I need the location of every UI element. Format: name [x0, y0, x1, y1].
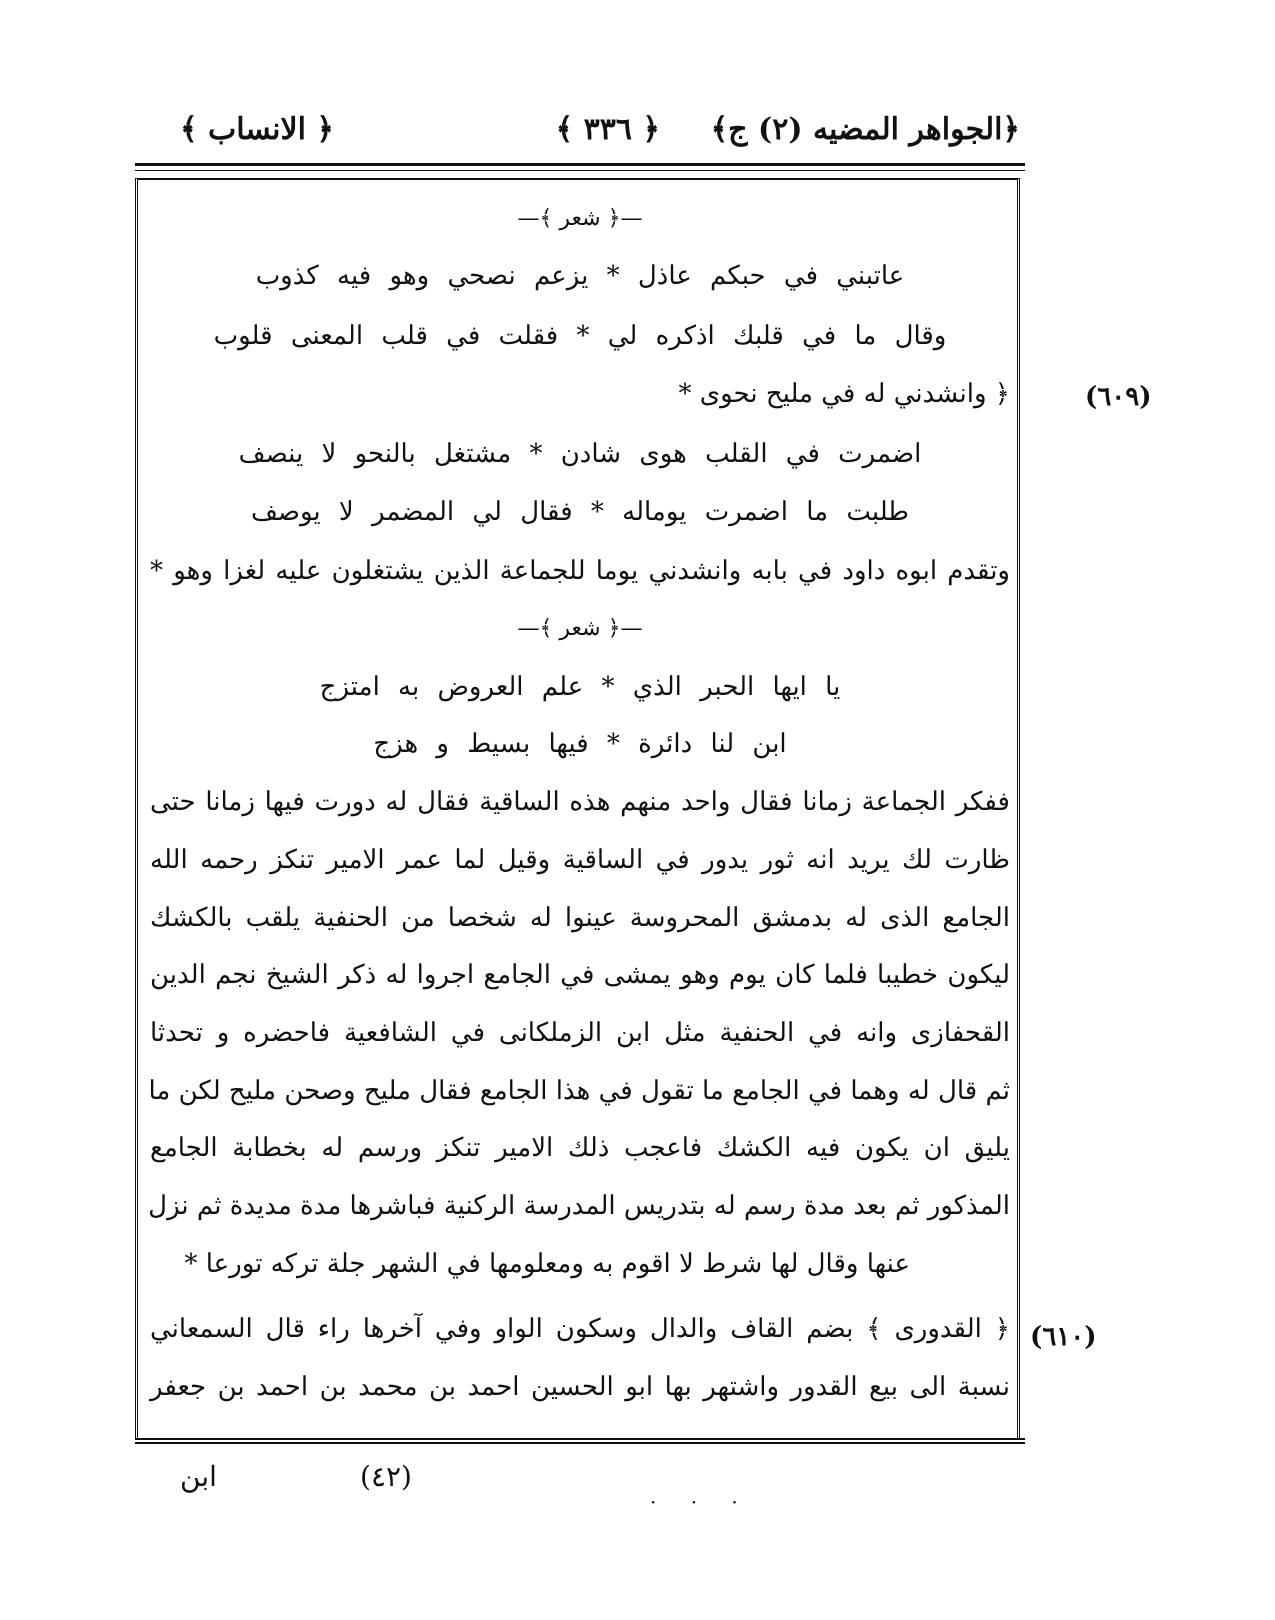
header-rule-top — [135, 163, 1025, 166]
header-page-number: ﴿ ٣٣٦ ﴾ — [555, 112, 660, 147]
poem-heading: —﴿ شعر ﴾— — [517, 616, 643, 641]
verse-line: طلبت ما اضمرت يوماله * فقال لي المضمر لا يوصف — [250, 497, 909, 527]
verse-line: يا ايها الحبر الذي * علم العروض به امتزج — [319, 672, 841, 702]
running-header — [140, 112, 1020, 162]
verse-line: وقال ما في قلبك اذكره لي * فقلت في قلب المعنى قلوب — [213, 321, 947, 351]
entry-number-610: (٦١٠) — [1030, 1322, 1097, 1352]
text-line: نسبة الى بيع القدور واشتهر بها ابو الحسين احمد بن محمد بن احمد بن جعفر — [150, 1372, 1010, 1402]
text-line: المذكور ثم بعد مدة رسم له بتدريس المدرسة الركنية فباشرها مدة مديدة ثم نزل — [148, 1191, 1010, 1221]
verse-line: اضمرت في القلب هوى شادن * مشتغل بالنحو لا ينصف — [238, 439, 922, 469]
text-line: ظارت لك يريد انه ثور يدور في الساقية وقيل لما عمر الامير تنكز رحمه الله — [150, 845, 1010, 875]
header-book-title: ﴿الجواهر المضيه (٢) ج﴾ — [710, 112, 1020, 147]
text-line: ثم قال له وهما في الجامع ما تقول في هذا الجامع فقال مليح وصحن مليح لكن ما — [148, 1076, 1010, 1106]
signature-mark: (٤٢) — [360, 1460, 412, 1493]
text-line: ففكر الجماعة زمانا فقال واحد منهم هذه الساقية فقال له دورت فيها زمانا حتى — [150, 787, 1010, 817]
scan-specks: · · · — [650, 1490, 752, 1514]
header-section-title: ﴿ الانساب ﴾ — [180, 112, 334, 147]
text-line: الجامع الذى له بدمشق المحروسة عينوا له شخصا من الحنفية يلقب بالكشك — [150, 903, 1010, 933]
verse-line: ابن لنا دائرة * فيها بسيط و هزج — [373, 729, 787, 759]
catchword: ابن — [180, 1460, 217, 1493]
poem-heading: —﴿ شعر ﴾— — [517, 206, 643, 231]
text-line: ﴿ القدورى ﴾ بضم القاف والدال وسكون الواو وفي آخرها راء قال السمعاني — [150, 1314, 1010, 1344]
verse-line: عاتبني في حبكم عاذل * يزعم نصحي وهو فيه كذوب — [255, 261, 905, 291]
text-line: يليق ان يكون فيه الكشك فاعجب ذلك الامير تنكز ورسم له بخطابة الجامع — [150, 1133, 1010, 1163]
text-line: وتقدم ابوه داود في بابه وانشدني يوما للجماعة الذين يشتغلون عليه لغزا وهو * — [150, 556, 1010, 586]
header-rule-bottom — [135, 170, 1025, 171]
text-line: ﴿ وانشدني له في مليح نحوى * — [678, 379, 1010, 409]
text-line: ليكون خطيبا فلما كان يوم وهو يمشى في الجامع اجروا له ذكر الشيخ نجم الدين — [150, 960, 1010, 990]
text-line: القحفازى وانه في الحنفية مثل ابن الزملكانى في الشافعية فاحضره و تحدثا — [150, 1018, 1010, 1048]
entry-number-609: (٦٠٩) — [1085, 382, 1152, 412]
frame-bottom-rule — [135, 1438, 1025, 1444]
text-line: عنها وقال لها شرط لا اقوم به ومعلومها في الشهر جلة تركه تورعا * — [184, 1249, 910, 1279]
